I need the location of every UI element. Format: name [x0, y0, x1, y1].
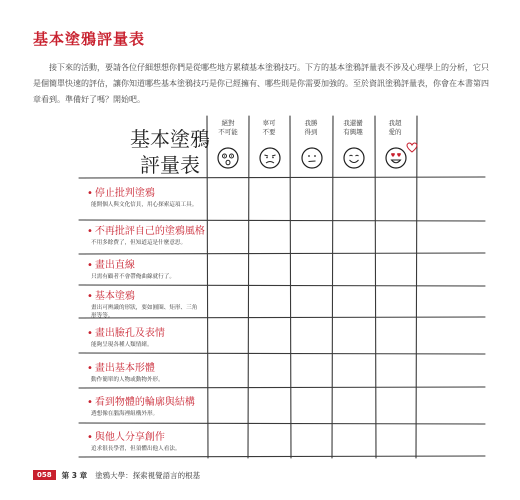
- row-desc: 追求很長學習，但須體出他人看法。: [91, 446, 181, 452]
- page-title: 基本塗鴉評量表: [33, 30, 146, 48]
- row-item-outlines-structure: [87, 393, 217, 418]
- row-title: • 停止批判塗鴉: [87, 184, 217, 199]
- row-title: • 看到物體的輪廓與結構: [87, 393, 217, 408]
- sheet-title-line2: 評量表: [140, 153, 200, 177]
- chapter-label: 第 3 章: [61, 470, 88, 480]
- column-header-5: [377, 119, 413, 137]
- column-header-4: [335, 119, 371, 137]
- column-header-1-line2: 不可能: [218, 128, 238, 136]
- column-header-1-line1: 絕對: [221, 119, 235, 127]
- row-desc: 能夠呈現各種人類情緒。: [91, 342, 153, 348]
- row-desc: 只需有顧者不會帶俺曲線就行了。: [91, 274, 175, 280]
- column-header-4-line1: 我還蠻: [343, 119, 363, 127]
- column-header-2-line1: 辜可: [262, 119, 276, 127]
- chapter-title: 塗鴉大學：探索視覺語言的根基: [95, 470, 201, 480]
- smiling-face-icon: [342, 146, 366, 170]
- row-item-basic-doodles: [87, 287, 217, 320]
- row-desc: 畫出可辨識的形狀，要如圓圈、矩形、三角形等等。: [91, 305, 198, 319]
- row-item-faces-expressions: [87, 324, 217, 349]
- row-desc: 動作簡單的人物或動物外形。: [91, 377, 164, 383]
- heart-icon: [405, 140, 419, 154]
- row-item-share-creations: [87, 428, 217, 453]
- row-title: • 與他人分享創作: [87, 428, 217, 443]
- column-header-2: [251, 119, 287, 137]
- frowning-face-icon: [258, 146, 282, 170]
- row-item-basic-forms: [87, 359, 217, 384]
- column-header-4-line2: 有興趣: [343, 128, 363, 136]
- column-header-3: [293, 119, 329, 137]
- intro-paragraph: 接下來的活動，要請各位仔細想想你們是從哪些地方累積基本塗鴉技巧。下方的基本塗鴉評量表不涉及心理學上的分析，它只是個簡單快速的評估，讓你知道哪些基本塗鴉技巧是你已經擁有、哪些則是你需要加強的。至於資訊塗鴉評量表，你會在本書第四章看到。準備好了嗎？開始吧。: [33, 63, 489, 104]
- column-header-3-line1: 我勝: [304, 119, 318, 127]
- row-item-draw-lines: [87, 256, 217, 281]
- scared-face-icon: [216, 146, 240, 170]
- row-desc: 不用多餘費了，但知道這是什麼意思。: [91, 240, 187, 246]
- row-desc: 能開個人與文化信貝，用心探索這項工具。: [91, 202, 198, 208]
- row-title: • 畫出直線: [87, 256, 217, 271]
- column-header-3-line2: 得到: [304, 128, 318, 136]
- row-title: • 畫出基本形體: [87, 359, 217, 374]
- row-item-stop-judging: [87, 184, 217, 209]
- row-title: • 不再批評自己的塗鴉風格: [87, 222, 217, 237]
- row-title: • 基本塗鴉: [87, 287, 217, 302]
- column-header-2-line2: 不要: [262, 128, 276, 136]
- neutral-face-icon: [300, 146, 324, 170]
- column-header-5-line2: 愛的: [388, 128, 402, 136]
- page-number: 058: [33, 470, 56, 480]
- row-item-stop-criticizing-style: [87, 222, 217, 247]
- row-title: • 畫出臉孔及表情: [87, 324, 217, 339]
- evaluation-sheet: [75, 110, 487, 460]
- column-header-5-line1: 我超: [388, 119, 402, 127]
- row-desc: 透想像在腦海裡組構外形。: [91, 411, 159, 417]
- column-header-1: [210, 119, 246, 137]
- sheet-title-line1: 基本塗鴉: [130, 127, 210, 151]
- page-footer: [33, 469, 200, 481]
